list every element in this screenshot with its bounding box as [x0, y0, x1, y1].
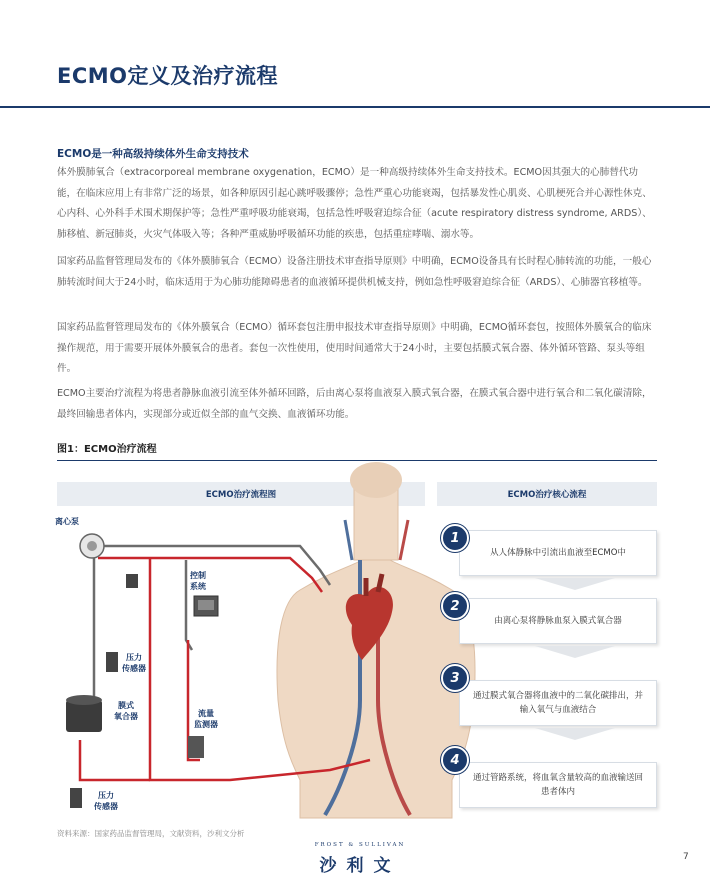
source-note: 资料来源：国家药品监督管理局，文献资料，沙利文分析 [57, 829, 245, 838]
step-3-number: 3 [441, 664, 469, 692]
step-1-box [459, 530, 657, 576]
page-title: ECMO定义及治疗流程 [57, 64, 279, 88]
paragraph-2: 国家药品监督管理局发布的《体外膜肺氧合（ECMO）设备注册技术审查指导原则》中明确，ECMO设备具有长时程心肺转流的功能，一般心肺转流时间大于24小时，临床适用于为心肺功能障碍患者的血液循环提供机械支持，例如急性呼吸窘迫综合征（ARDS）、心肺器官移植等。 [57, 256, 652, 288]
paragraph-1: 体外膜肺氧合（extracorporeal membrane oxygenation，ECMO）是一种高级持续体外生命支持技术。ECMO因其强大的心肺替代功能，在临床应用上有非常广泛的场景，如各种原因引起心跳呼吸骤停；急性严重心功能衰竭，包括暴发性心肌炎、心肌梗死合并心源性休克、心内科、心外科手术围术期保护等；急性严重呼吸功能衰竭，包括急性呼吸窘迫综合征（acute respiratory distress syndrome, ARDS）、肺移植、新冠肺炎，火灾气体吸入等；各种严重威胁呼吸循环功能的疾患，包括重症哮喘、溺水等。 [57, 167, 652, 240]
step-arrow [535, 646, 615, 658]
step-3-box [459, 680, 657, 726]
label-pressure-sensor-2: 压力 传感器 [94, 791, 118, 811]
step-4-text: 通过管路系统，将血氧含量较高的血液输送回患者体内 [472, 773, 643, 797]
step-2-number: 2 [441, 592, 469, 620]
label-flow-monitor: 流量 监测器 [194, 709, 218, 729]
step-1-text: 从人体静脉中引流出血液至ECMO中 [490, 548, 626, 558]
membrane-oxygenator-icon [66, 695, 102, 732]
label-control-system: 控制 系统 [190, 571, 206, 591]
label-centrifugal-pump: 离心泵 [55, 517, 79, 526]
paragraph-3: 国家药品监督管理局发布的《体外膜氧合（ECMO）循环套包注册申报技术审查指导原则》中明确，ECMO循环套包，按照体外膜氧合的临床操作规范，用于需要开展体外膜氧合的患者。套包一次性使用，使用时间通常大于24小时，主要包括膜式氧合器、体外循环管路、泵头等组件。 [57, 322, 652, 374]
label-pressure-sensor: 压力 传感器 [122, 653, 146, 673]
control-system-icon [194, 596, 218, 616]
flow-monitor-icon [188, 736, 204, 758]
step-4-box [459, 762, 657, 808]
logo-wordmark: FROST & SULLIVAN [314, 842, 406, 848]
logo: 沙利文 [319, 856, 401, 876]
paragraph-4: ECMO主要治疗流程为将患者静脉血液引流至体外循环回路，后由离心泵将血液泵入膜式氧合器，在膜式氧合器中进行氧合和二氧化碳清除，最终回输患者体内，实现部分或近似全部的血气交换、血液循环功能。 [57, 388, 652, 420]
step-2-box [459, 598, 657, 644]
step-arrow [535, 728, 615, 740]
pressure-sensor-2-icon [70, 788, 82, 808]
page-number: 7 [683, 852, 689, 862]
step-4-number: 4 [441, 746, 469, 774]
section-heading: ECMO是一种高级持续体外生命支持技术 [57, 148, 249, 160]
diagram-right-header: ECMO治疗核心流程 [437, 482, 657, 506]
pressure-sensor-icon [106, 652, 118, 672]
label-membrane-oxygenator: 膜式 氧合器 [114, 701, 138, 721]
step-arrow [535, 578, 615, 590]
sensor-module-icon [126, 574, 138, 588]
step-3-text: 通过膜式氧合器将血液中的二氧化碳排出，并输入氧气与血液结合 [472, 691, 643, 715]
figure-title: 图1：ECMO治疗流程 [57, 444, 157, 455]
step-2-text: 由离心泵将静脉血泵入膜式氧合器 [494, 616, 622, 626]
centrifugal-pump-icon [80, 534, 104, 558]
step-1-number: 1 [441, 524, 469, 552]
diagram-left-header: ECMO治疗流程图 [57, 482, 425, 506]
